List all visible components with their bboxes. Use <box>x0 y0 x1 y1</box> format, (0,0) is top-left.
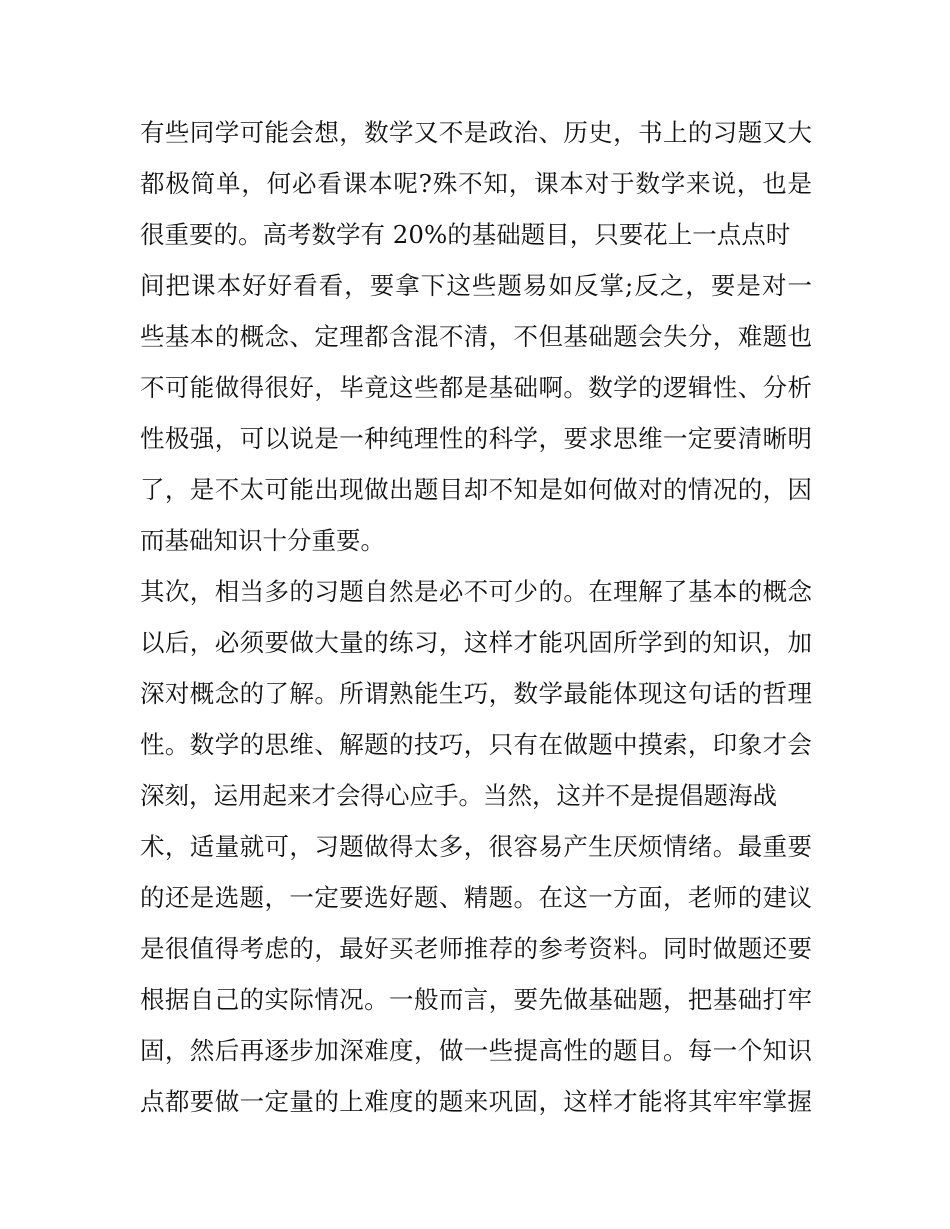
text-line: 是很值得考虑的，最好买老师推荐的参考资料。同时做题还要 <box>140 934 812 963</box>
text-line: 以后，必须要做大量的练习，这样才能巩固所学到的知识，加 <box>140 628 812 657</box>
text-line: 了，是不太可能出现做出题目却不知是如何做对的情况的，因 <box>140 475 812 504</box>
text-line: 其次，相当多的习题自然是必不可少的。在理解了基本的概念 <box>140 577 812 606</box>
text-line: 而基础知识十分重要。 <box>140 526 385 555</box>
text-line: 有些同学可能会想，数学又不是政治、历史，书上的习题又大 <box>140 118 812 147</box>
document-body <box>140 107 812 1127</box>
text-line: 根据自己的实际情况。一般而言，要先做基础题，把基础打牢 <box>140 985 812 1014</box>
text-line: 深对概念的了解。所谓熟能生巧，数学最能体现这句话的哲理 <box>140 679 812 708</box>
text-line: 点都要做一定量的上难度的题来巩固，这样才能将其牢牢掌握 <box>140 1087 812 1116</box>
text-line: 不可能做得很好，毕竟这些都是基础啊。数学的逻辑性、分析 <box>140 373 812 402</box>
text-line: 固，然后再逐步加深难度，做一些提高性的题目。每一个知识 <box>140 1036 812 1065</box>
text-line: 深刻，运用起来才会得心应手。当然，这并不是提倡题海战 <box>140 781 777 810</box>
text-line: 间把课本好好看看，要拿下这些题易如反掌;反之，要是对一 <box>140 271 812 300</box>
text-line: 性极强，可以说是一种纯理性的科学，要求思维一定要清晰明 <box>140 424 812 453</box>
text-line: 性。数学的思维、解题的技巧，只有在做题中摸索，印象才会 <box>140 730 812 759</box>
text-line: 都极简单，何必看课本呢?殊不知，课本对于数学来说，也是 <box>140 169 812 198</box>
text-line: 的还是选题，一定要选好题、精题。在这一方面，老师的建议 <box>140 883 812 912</box>
text-line: 很重要的。高考数学有 20%的基础题目，只要花上一点点时 <box>140 220 791 249</box>
text-line: 些基本的概念、定理都含混不清，不但基础题会失分，难题也 <box>140 322 812 351</box>
text-line: 术，适量就可，习题做得太多，很容易产生厌烦情绪。最重要 <box>140 832 812 861</box>
